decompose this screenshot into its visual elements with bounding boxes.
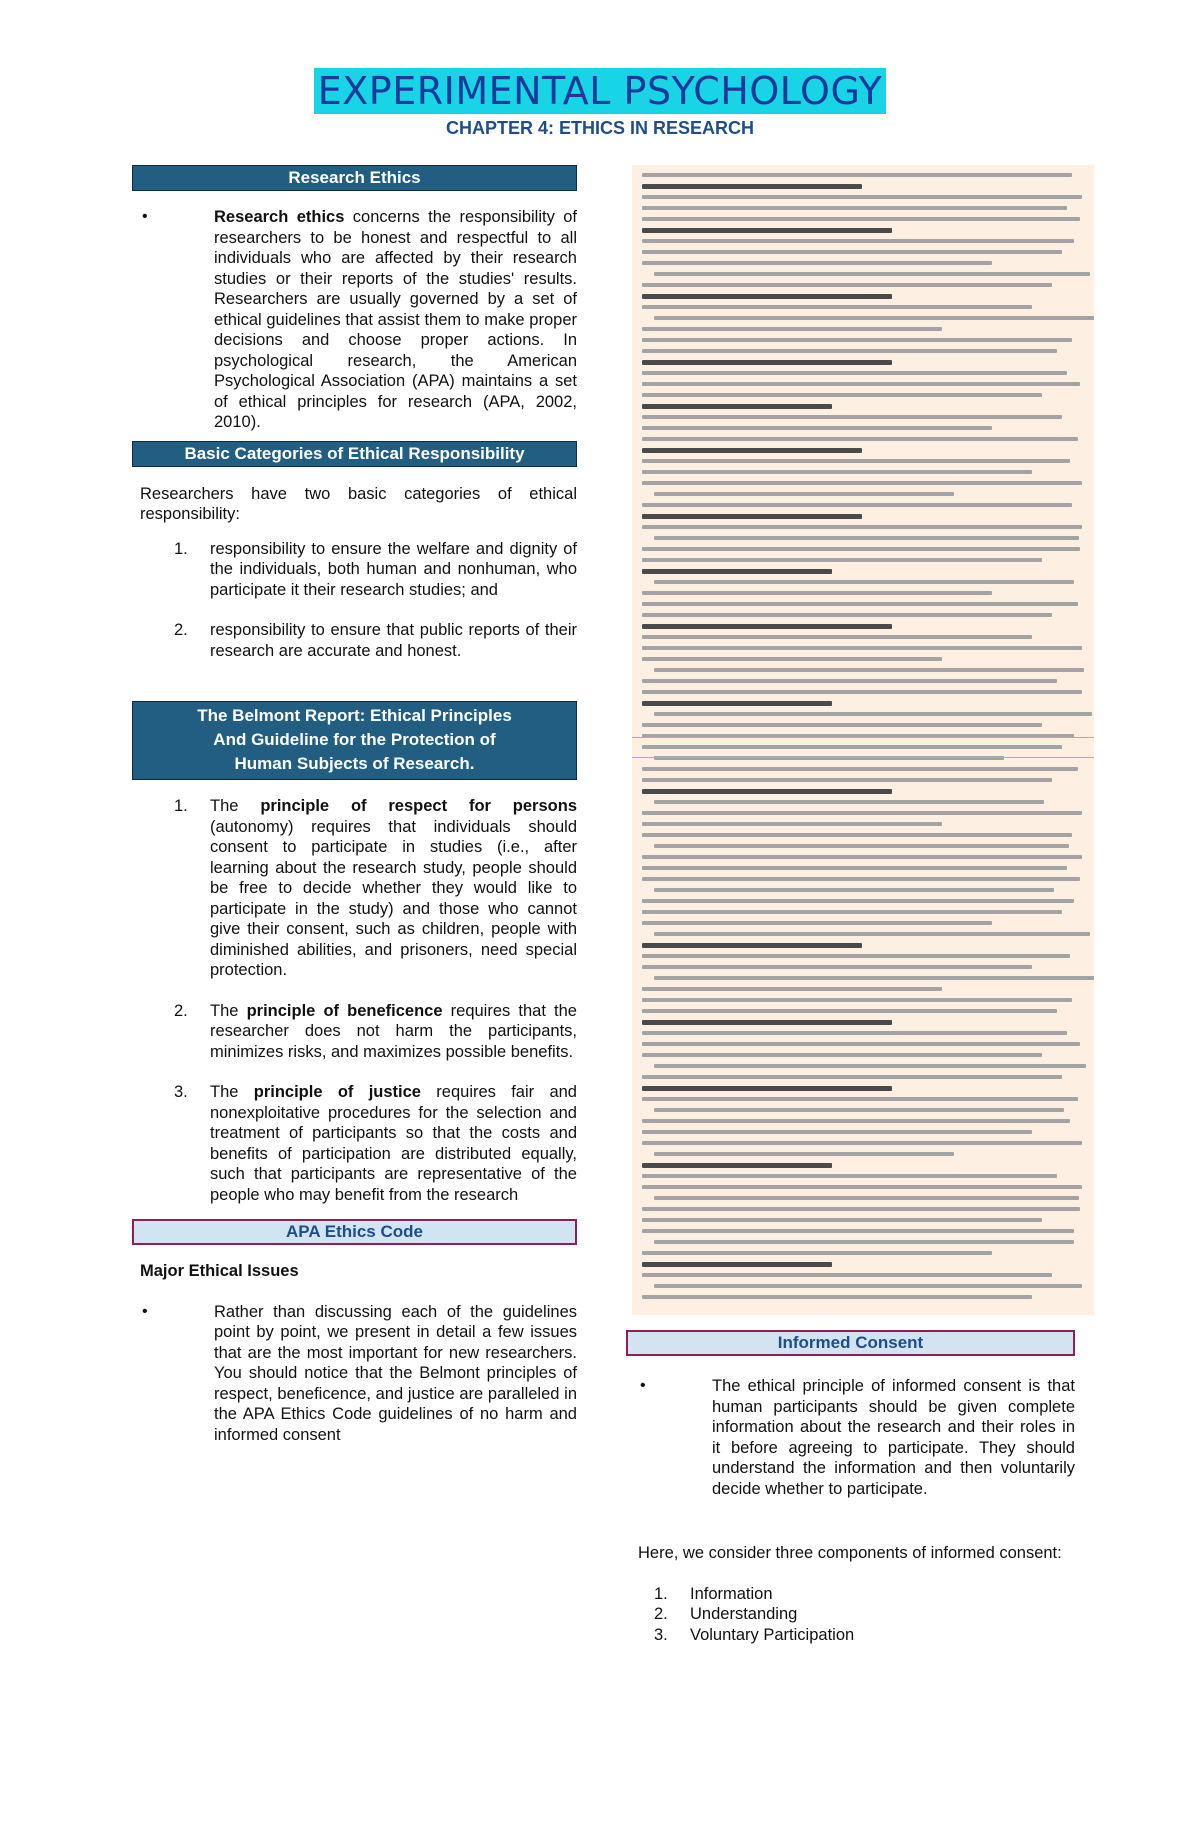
summary-text-line <box>654 800 1044 804</box>
summary-text-line <box>642 646 1082 650</box>
summary-text-line <box>642 602 1078 606</box>
summary-text-line <box>642 1207 1080 1211</box>
summary-text-line <box>642 954 1070 958</box>
summary-text-line <box>642 701 832 706</box>
summary-text-line <box>654 1152 954 1156</box>
list-item: 2. The principle of beneficence requires that the researcher does not harm the participants, minimizes risks, and maximizes possible benefits. <box>174 1001 577 1061</box>
list-item: 2. responsibility to ensure that public reports of their research are accurate and honest. <box>174 621 577 660</box>
summary-text-line <box>642 305 1032 309</box>
summary-text-line <box>642 360 892 365</box>
summary-text-line <box>642 481 1082 485</box>
summary-text-line <box>654 316 1094 320</box>
summary-text-line <box>642 239 1074 243</box>
summary-text-line <box>654 272 1090 276</box>
summary-text-line <box>642 349 1057 353</box>
summary-text-line <box>642 173 1072 177</box>
summary-text-line <box>642 459 1070 463</box>
summary-text-line <box>642 294 892 299</box>
informed-consent-intro: Here, we consider three components of informed consent: <box>638 1544 1062 1562</box>
list-item: 1. responsibility to ensure the welfare and dignity of the individuals, both human and nonhuman, who participate it their research studies; and <box>174 539 577 599</box>
summary-text-line <box>642 217 1080 221</box>
summary-text-line <box>642 338 1072 342</box>
document-subtitle: CHAPTER 4: ETHICS IN RESEARCH <box>445 118 755 138</box>
summary-text-line <box>642 855 1082 859</box>
summary-text-line <box>642 1229 1074 1233</box>
summary-text-line <box>642 1273 1052 1277</box>
summary-text-line <box>642 1119 1070 1123</box>
section-heading-research-ethics: Research Ethics <box>132 165 577 191</box>
summary-text-line <box>642 195 1082 199</box>
summary-text-line <box>642 437 1078 441</box>
summary-text-line <box>642 569 832 574</box>
apa-guidelines-summary-image <box>632 165 1094 1315</box>
summary-text-line <box>642 965 1032 969</box>
summary-text-line <box>654 580 1074 584</box>
summary-text-line <box>642 1130 1032 1134</box>
summary-text-line <box>642 1295 1032 1299</box>
summary-text-line <box>642 778 1052 782</box>
summary-text-line <box>642 327 942 331</box>
summary-text-line <box>642 1262 832 1267</box>
document-header <box>0 68 1200 139</box>
summary-text-line <box>654 712 1092 716</box>
summary-text-line <box>654 932 1090 936</box>
list-item: 2. Understanding <box>654 1605 798 1623</box>
summary-text-line <box>642 635 1032 639</box>
summary-text-line <box>642 1141 1082 1145</box>
summary-text-line <box>654 888 1054 892</box>
summary-text-line <box>642 745 1062 749</box>
summary-text-line <box>642 1031 1067 1035</box>
summary-divider <box>632 757 1094 758</box>
summary-text-line <box>642 1086 892 1091</box>
summary-divider <box>632 737 1094 738</box>
summary-text-line <box>654 492 954 496</box>
summary-text-line <box>642 426 992 430</box>
summary-text-line <box>642 613 1052 617</box>
summary-text-line <box>642 1053 1042 1057</box>
summary-text-line <box>654 1196 1079 1200</box>
list-item: 3. The principle of justice requires fair and nonexploitative procedures for the selection and treatment of participants so that the costs and benefits of participation are distributed equally, such that participants are representative of the people who may benefit from the research <box>174 1083 577 1204</box>
summary-text-line <box>642 690 1082 694</box>
summary-text-line <box>642 1020 892 1025</box>
summary-text-line <box>642 228 892 233</box>
research-ethics-definition: concerns the responsibility of researchers to be honest and respectful to all individuals who are affected by their research studies or their reports of the studies' results. Researchers are usually governed by a set of ethical guidelines that assist them to make proper decisions and choose proper actions. In psychological research, the American Psychological Association (APA) maintains a set of ethical principles for research (APA, 2002, 2010). <box>214 208 577 431</box>
summary-text-line <box>642 877 1080 881</box>
summary-text-line <box>642 525 1082 529</box>
research-ethics-bullet <box>132 207 577 433</box>
summary-text-line <box>642 899 1074 903</box>
document-title: EXPERIMENTAL PSYCHOLOGY <box>314 68 887 114</box>
summary-text-line <box>642 591 992 595</box>
basic-categories-intro: Researchers have two basic categories of ethical responsibility: <box>140 484 577 523</box>
bullet-icon: • <box>640 1377 646 1394</box>
summary-text-line <box>642 987 942 991</box>
summary-text-line <box>642 723 1042 727</box>
bullet-icon: • <box>142 208 148 225</box>
summary-text-line <box>642 1042 1080 1046</box>
section-heading-belmont: The Belmont Report: Ethical Principles And Guideline for the Protection of Human Subjects of Research. <box>132 701 577 780</box>
section-heading-informed-consent: Informed Consent <box>626 1330 1075 1356</box>
summary-text-line <box>642 470 1032 474</box>
summary-text-line <box>642 921 992 925</box>
summary-text-line <box>642 250 1062 254</box>
summary-text-line <box>642 371 1067 375</box>
summary-text-line <box>654 844 1069 848</box>
summary-text-line <box>642 1075 1062 1079</box>
summary-text-line <box>642 1185 1082 1189</box>
summary-text-line <box>642 382 1080 386</box>
summary-text-line <box>642 1174 1057 1178</box>
summary-text-line <box>642 657 942 661</box>
summary-text-line <box>642 789 892 794</box>
summary-text-line <box>654 1064 1086 1068</box>
apa-code-bullet: • Rather than discussing each of the guidelines point by point, we present in detail a few issues that are the most important for new researchers. You should notice that the Belmont principles of respect, beneficence, and justice are paralleled in the APA Ethics Code guidelines of no harm and informed consent <box>132 1302 577 1446</box>
summary-text-line <box>642 261 992 265</box>
right-column <box>630 1330 1075 1645</box>
list-item: 3. Voluntary Participation <box>654 1625 855 1644</box>
subheading-major-ethical-issues: Major Ethical Issues <box>140 1262 299 1280</box>
summary-text-line <box>642 1163 832 1168</box>
summary-text-line <box>642 679 1057 683</box>
section-heading-basic-categories: Basic Categories of Ethical Responsibility <box>132 441 577 467</box>
summary-text-line <box>642 910 1062 914</box>
summary-text-line <box>654 536 1079 540</box>
summary-text-line <box>642 1009 1057 1013</box>
summary-text-line <box>642 448 862 453</box>
summary-text-line <box>642 1097 1078 1101</box>
summary-text-line <box>642 822 942 826</box>
summary-text-line <box>654 1284 1082 1288</box>
summary-text-line <box>642 547 1080 551</box>
summary-text-line <box>654 668 1084 672</box>
summary-text-line <box>642 206 1067 210</box>
list-item: 1. Information <box>654 1584 773 1603</box>
bullet-icon: • <box>142 1302 148 1320</box>
left-column <box>132 165 577 1445</box>
research-ethics-term: Research ethics <box>214 208 345 226</box>
summary-text-line <box>642 184 862 189</box>
summary-text-line <box>642 943 862 948</box>
summary-text-line <box>642 1251 992 1255</box>
summary-text-line <box>654 976 1094 980</box>
section-heading-apa-ethics-code: APA Ethics Code <box>132 1219 577 1245</box>
summary-text-line <box>642 767 1078 771</box>
list-item: 1. The principle of respect for persons (autonomy) requires that individuals should consent to participate in studies (i.e., after learning about the research study, people should be free to decide whether they would like to participate in the study) and those who cannot give their consent, such as children, people with diminished abilities, and prisoners, need special protection. <box>174 797 577 979</box>
summary-text-line <box>642 811 1082 815</box>
summary-text-line <box>642 415 1062 419</box>
informed-consent-bullet: • The ethical principle of informed consent is that human participants should be given complete information about the research and their roles in it before agreeing to participate. They should understand the information and then voluntarily decide whether to participate. <box>630 1376 1075 1499</box>
summary-text-line <box>642 998 1072 1002</box>
summary-text-line <box>642 866 1067 870</box>
summary-text-line <box>642 624 892 629</box>
summary-text-line <box>654 1108 1064 1112</box>
summary-text-line <box>642 404 832 409</box>
summary-text-line <box>654 1240 1074 1244</box>
summary-text-line <box>642 283 1052 287</box>
summary-text-line <box>642 393 1042 397</box>
summary-text-line <box>642 503 1072 507</box>
summary-text-line <box>642 514 862 519</box>
summary-text-line <box>642 558 1042 562</box>
summary-text-line <box>642 1218 1042 1222</box>
summary-text-line <box>642 833 1072 837</box>
